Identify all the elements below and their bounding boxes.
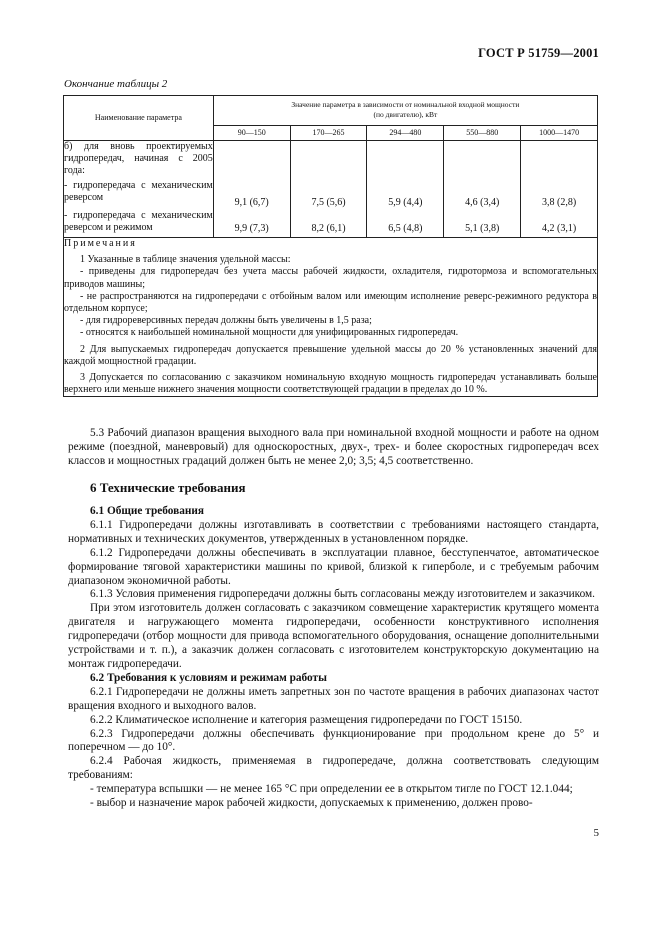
range-header: 90—150 bbox=[213, 125, 290, 140]
value-cell bbox=[444, 141, 521, 238]
table-row bbox=[64, 141, 598, 238]
value-row2: 5,1 (3,8) bbox=[465, 223, 500, 234]
note-1c: - для гидрореверсивных передач должны быть увеличены в 1,5 раза; bbox=[80, 315, 372, 327]
range-header: 550—880 bbox=[444, 125, 521, 140]
value-row1: 7,5 (5,6) bbox=[311, 197, 346, 208]
column-group-header-line2: (по двигателю), кВт bbox=[373, 110, 438, 120]
value-cell bbox=[521, 141, 598, 238]
table-caption: Окончание таблицы 2 bbox=[64, 78, 168, 90]
value-cell bbox=[213, 141, 290, 238]
document-code: ГОСТ Р 51759—2001 bbox=[478, 46, 599, 60]
table-notes bbox=[64, 238, 598, 397]
note-1d: - относятся к наибольшей номинальной мощности для унифицированных гидропередач. bbox=[80, 327, 459, 339]
paragraph-6-1-3-continued: При этом изготовитель должен согласовать с заказчиком совмещение характеристик крутящего момента двигателя и нагружающего момента гидропередачи, особенности конструктивного исполнения гидропередачи (отбор мощности для привода вспомогательного оборудования, оснащение дополнительными устройствами и т. п.), а заказчик должен согласовать с изготовителем конструкторскую документацию на монтаж гидропередачи. bbox=[68, 602, 599, 670]
value-row2: 6,5 (4,8) bbox=[388, 223, 423, 234]
row-label-cell bbox=[64, 141, 214, 238]
row-label-b: б) для вновь проектируемых гидропередач, начиная с 2005 года: bbox=[64, 141, 213, 176]
paragraph-6-1-2: 6.1.2 Гидропередачи должны обеспечивать в эксплуатации плавное, бесступенчатое, автоматическое формирование тяговой характеристики машины по кривой, близкой к гиперболе, и с требуемым рабочим диапазоном экономичной работы. bbox=[68, 546, 599, 587]
note-1a: - приведены для гидропередач без учета массы рабочей жидкости, охладителя, гидротормоза и вспомогательных приводов машины; bbox=[64, 266, 597, 290]
row-label-2: - гидропередача с механическим реверсом и режимом bbox=[64, 210, 213, 233]
paragraph-6-2-4: 6.2.4 Рабочая жидкость, применяемая в гидропередаче, должна соответствовать следующим требованиям: bbox=[68, 755, 599, 782]
range-header: 170—265 bbox=[290, 125, 367, 140]
column-group-header bbox=[213, 96, 597, 126]
value-row2: 4,2 (3,1) bbox=[541, 223, 577, 234]
paragraph-5-3-block bbox=[68, 427, 599, 469]
note-1b: - не распространяются на гидропередачи с отбойным валом или имеющим исполнение реверс-режимного редуктора в отдельном корпусе; bbox=[64, 290, 597, 315]
range-header: 294—480 bbox=[367, 125, 444, 140]
value-cell bbox=[290, 141, 367, 238]
row-label-1: - гидропередача с механическим реверсом bbox=[64, 180, 213, 203]
value-row1: 4,6 (3,4) bbox=[465, 197, 500, 208]
paragraph-6-2-3: 6.2.3 Гидропередачи должны обеспечивать функционирование при продольном крене до 5° и поперечном — до 10°. bbox=[68, 727, 599, 754]
value-row1: 3,8 (2,8) bbox=[541, 197, 577, 208]
paragraph-6-1-1: 6.1.1 Гидропередачи должны изготавливать в соответствии с требованиями настоящего стандарта, нормативных и технических документов, утвержденных в установленном порядке. bbox=[68, 518, 599, 545]
note-3: 3 Допускается по согласованию с заказчиком номинальную входную мощность гидропередач устанавливать больше верхнего или меньше нижнего значения мощности соответствующей градации в пределах до 10 %. bbox=[64, 372, 597, 396]
value-row2: 9,9 (7,3) bbox=[234, 223, 269, 234]
subsection-6-1-heading: 6.1 Общие требования bbox=[90, 505, 204, 517]
section-6-heading: 6 Технические требования bbox=[90, 480, 246, 495]
paragraph-6-1-3: 6.1.3 Условия применения гидропередачи должны быть согласованы между изготовителем и заказчиком. bbox=[90, 588, 595, 601]
paragraph-5-3: 5.3 Рабочий диапазон вращения выходного вала при номинальной входной мощности и работе на одном режиме (поездной, маневровый) для односкоростных, двух-, трех- и более скоростных гидропередач всех классов и мощностных градаций должен быть не менее 2,0; 3,5; 4,5 соответственно. bbox=[68, 427, 599, 467]
value-row2: 8,2 (6,1) bbox=[311, 223, 346, 234]
page-number: 5 bbox=[593, 827, 599, 839]
subsection-6-2-heading: 6.2 Требования к условиям и режимам работы bbox=[90, 671, 327, 684]
paragraph-6-2-1: 6.2.1 Гидропередачи не должны иметь запретных зон по частоте вращения в рабочих диапазонах частот вращения входного и выходного валов. bbox=[68, 685, 599, 712]
specific-mass-table bbox=[63, 95, 598, 397]
section-6-body bbox=[68, 505, 599, 811]
value-row1: 5,9 (4,4) bbox=[388, 197, 423, 208]
paragraph-6-2-4-item-a: - температура вспышки — не менее 165 °С при определении ее в открытом тигле по ГОСТ 12.1.044; bbox=[90, 783, 573, 796]
paragraph-6-2-4-item-b: - выбор и назначение марок рабочей жидкости, допускаемых к применению, должен прово- bbox=[90, 797, 533, 810]
value-cell bbox=[367, 141, 444, 238]
note-1: 1 Указанные в таблице значения удельной массы: bbox=[80, 254, 291, 266]
paragraph-6-2-2: 6.2.2 Климатическое исполнение и категория размещения гидропередачи по ГОСТ 15150. bbox=[90, 713, 523, 726]
value-row1: 9,1 (6,7) bbox=[234, 197, 269, 208]
column-header-parameter: Наименование параметра bbox=[64, 96, 214, 141]
column-group-header-line1: Значение параметра в зависимости от номинальной входной мощности bbox=[291, 100, 520, 110]
note-2: 2 Для выпускаемых гидропередач допускается превышение удельной массы до 20 % установленных значений для каждой мощностной градации. bbox=[64, 343, 597, 367]
range-header: 1000—1470 bbox=[521, 125, 598, 140]
notes-title: Примечания bbox=[64, 238, 137, 249]
